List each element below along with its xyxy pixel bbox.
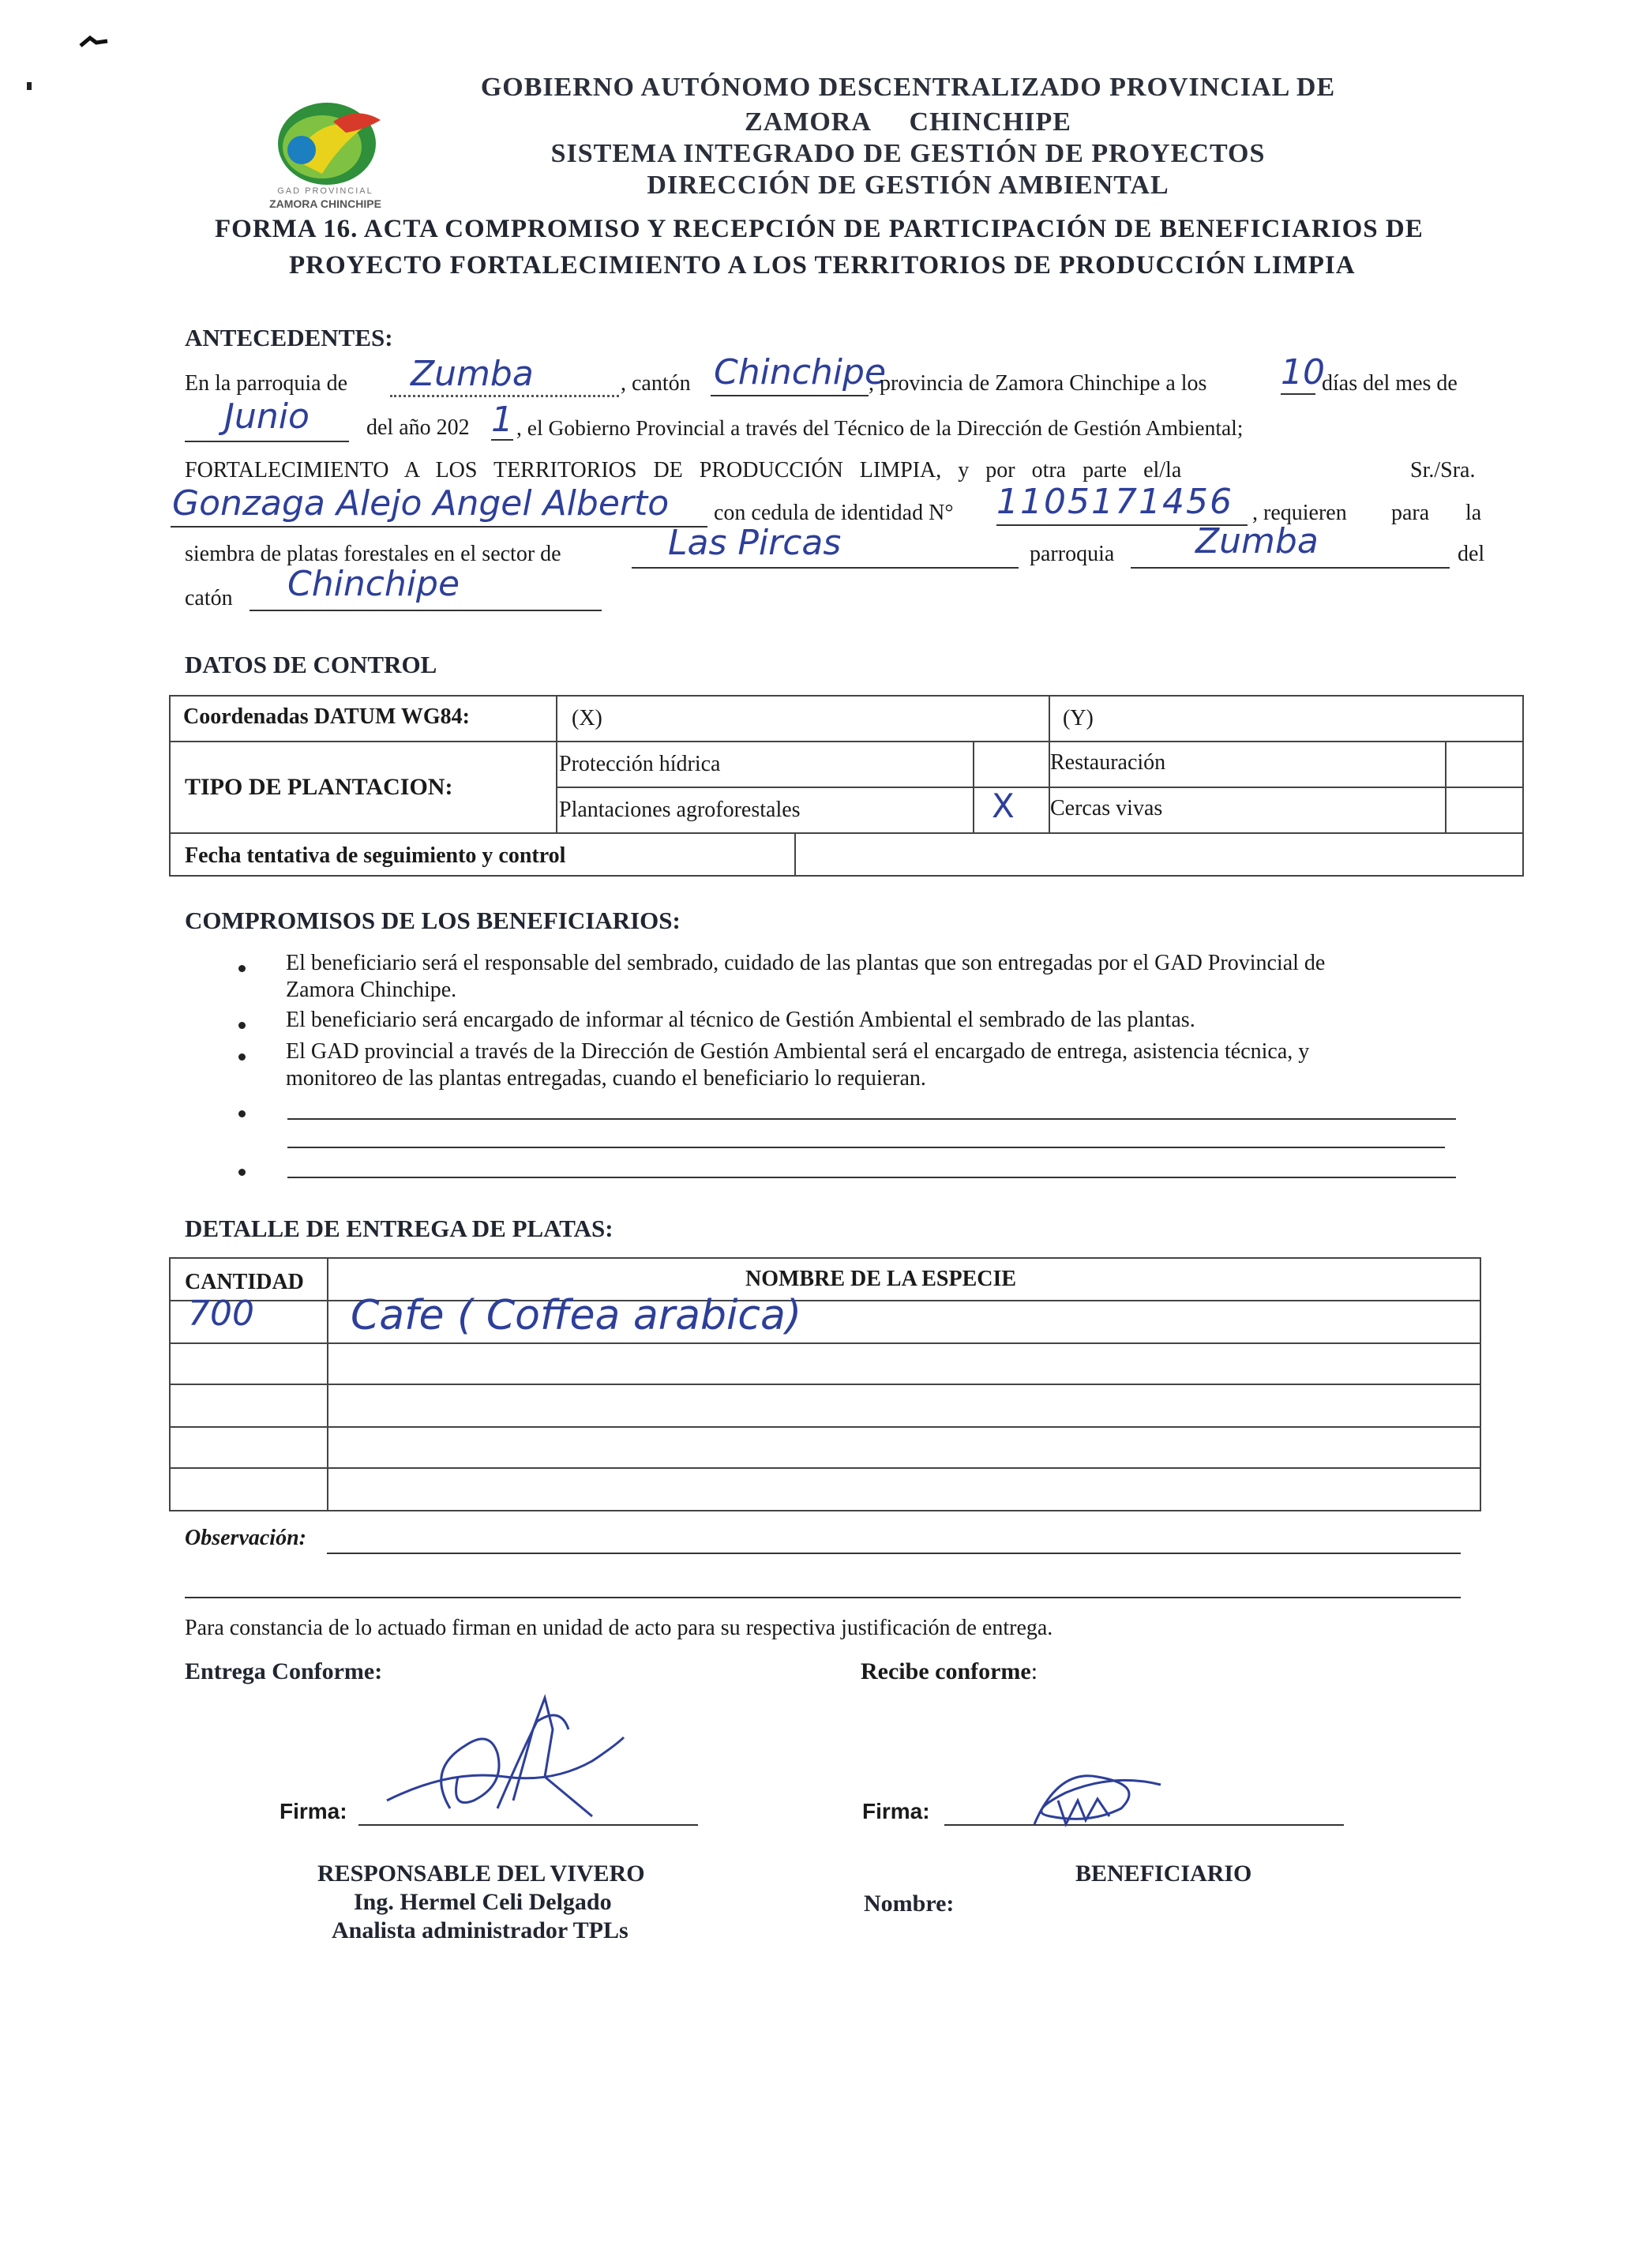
control-row-line-2 [556, 787, 1524, 788]
bullet-4 [238, 1110, 246, 1117]
entrega-conforme-label: Entrega Conforme: [185, 1658, 383, 1684]
observacion-line-2 [185, 1597, 1461, 1598]
beneficiario-label: BENEFICIARIO [1075, 1861, 1252, 1887]
form-title-line-1: FORMA 16. ACTA COMPROMISO Y RECEPCIÓN DE PARTICIPACIÓN DE BENEFICIARIOS DE [215, 215, 1424, 243]
ant-p1-a: En la parroquia de [185, 371, 348, 396]
mes-field-line [185, 441, 349, 442]
dias-field-line [1281, 393, 1315, 395]
parroquia-field-line [390, 395, 619, 397]
row1-especie-handwritten: Cafe ( Coffea arabica) [351, 1292, 802, 1339]
header-line-1: GOBIERNO AUTÓNOMO DESCENTRALIZADO PROVINCIAL DE [480, 73, 1336, 102]
row1-cantidad-handwritten: 700 [188, 1294, 254, 1334]
option-proteccion-hidrica: Protección hídrica [559, 752, 721, 776]
constancia-text: Para constancia de lo actuado firman en unidad de acto para su respectiva justificación de entrega. [185, 1616, 1053, 1640]
ant-p5-a: siembra de platas forestales en el sector de [185, 542, 561, 566]
option-cercas-vivas: Cercas vivas [1050, 796, 1163, 820]
control-col-line-4 [1445, 741, 1447, 832]
bullet-2 [238, 1022, 246, 1029]
datos-control-heading: DATOS DE CONTROL [185, 651, 437, 678]
sector-field-line [632, 567, 1019, 569]
ant-p4-c: para [1391, 501, 1430, 525]
left-signature [355, 1682, 671, 1840]
cantidad-header: CANTIDAD [185, 1270, 304, 1294]
logo-text-1: GAD PROVINCIAL [277, 186, 373, 196]
parroquia2-handwritten: Zumba [1195, 521, 1319, 561]
entrega-row-line-5 [169, 1467, 1481, 1469]
parroquia2-field-line [1131, 567, 1450, 569]
bullet-5 [238, 1169, 246, 1176]
bullet-3 [238, 1053, 246, 1061]
ant-p6-a: catón [185, 586, 233, 610]
ant-p5-b: parroquia [1030, 542, 1115, 566]
responsable-cargo: Analista administrador TPLs [332, 1917, 629, 1943]
bullet-1 [238, 965, 246, 972]
compromiso-blank-line-2 [287, 1147, 1445, 1148]
canton-field-line [711, 395, 869, 396]
gad-logo [246, 98, 404, 216]
compromiso-3-line-1: El GAD provincial a través de la Dirección de Gestión Ambiental será el encargado de entrega, asistencia técnica, y [286, 1039, 1310, 1064]
header-line-4: DIRECCIÓN DE GESTIÓN AMBIENTAL [647, 171, 1169, 200]
control-row-line-1 [169, 741, 1524, 742]
entrega-heading: DETALLE DE ENTREGA DE PLATAS: [185, 1215, 614, 1242]
anio-handwritten: 1 [491, 400, 513, 440]
sector-handwritten: Las Pircas [668, 523, 842, 563]
ant-p1-d: días del mes de [1322, 371, 1458, 396]
right-signature [1003, 1737, 1192, 1848]
compromiso-blank-line-3 [287, 1177, 1456, 1178]
entrega-row-line-2 [169, 1342, 1481, 1344]
canton2-handwritten: Chinchipe [287, 564, 460, 604]
dias-handwritten: 10 [1281, 352, 1325, 392]
entrega-row-line-3 [169, 1384, 1481, 1385]
canton2-field-line [250, 610, 602, 611]
option-restauracion: Restauración [1050, 750, 1166, 775]
option-plantaciones-agroforestales: Plantaciones agroforestales [559, 798, 801, 822]
control-row-line-3 [169, 832, 1524, 834]
ant-p3-b: Sr./Sra. [1410, 458, 1476, 483]
form-title-line-2: PROYECTO FORTALECIMIENTO A LOS TERRITORIOS DE PRODUCCIÓN LIMPIA [289, 251, 1356, 280]
firma-right-label: Firma: [862, 1799, 930, 1823]
scan-dot [27, 82, 32, 90]
fecha-label-d: control [498, 843, 566, 868]
fecha-label-c: y [482, 843, 493, 868]
gad-logo-icon [246, 98, 404, 193]
ant-p4-b: , requieren [1252, 501, 1347, 525]
responsable-vivero-label: RESPONSABLE DEL VIVERO [317, 1861, 645, 1887]
responsable-nombre: Ing. Hermel Celi Delgado [354, 1889, 612, 1915]
nombre-field-line [171, 526, 707, 528]
agroforestales-checkmark: X [992, 787, 1015, 825]
y-label: (Y) [1063, 706, 1094, 730]
ant-p4-d: la [1465, 501, 1482, 525]
control-col-line-5 [794, 832, 796, 877]
ant-p1-b: , cantón [621, 371, 691, 396]
parroquia-handwritten: Zumba [411, 354, 534, 394]
fecha-seguimiento-label [185, 843, 565, 869]
header-line-2: ZAMORA CHINCHIPE [745, 107, 1071, 137]
observacion-line-1 [327, 1553, 1461, 1554]
cedula-handwritten: 1105171456 [996, 482, 1233, 522]
header-line-3: SISTEMA INTEGRADO DE GESTIÓN DE PROYECTOS [550, 139, 1266, 168]
fecha-label-a: Fecha tentativa de [185, 843, 358, 868]
control-col-line-1 [556, 695, 557, 832]
recibe-conforme-label: Recibe conforme: [861, 1658, 1038, 1684]
canton-handwritten: Chinchipe [714, 352, 887, 392]
compromisos-heading: COMPROMISOS DE LOS BENEFICIARIOS: [185, 907, 681, 934]
ant-p2-b: , el Gobierno Provincial a través del Técnico de la Dirección de Gestión Ambiental; [516, 415, 1244, 440]
antecedentes-heading: ANTECEDENTES: [185, 324, 393, 351]
ant-p1-c: , provincia de Zamora Chinchipe a los [869, 371, 1207, 396]
ant-p5-c: del [1458, 542, 1485, 566]
observacion-label: Observación: [185, 1526, 306, 1550]
scan-mark [79, 35, 111, 49]
compromiso-blank-line-1 [287, 1118, 1456, 1120]
compromiso-3-line-2: monitoreo de las plantas entregadas, cuando el beneficiario lo requieran. [286, 1066, 926, 1091]
x-label: (X) [572, 706, 602, 730]
coord-label: Coordenadas DATUM WG84: [183, 704, 470, 729]
ant-p2-a: del año 202 [366, 415, 470, 440]
fecha-label-b: seguimiento [363, 843, 477, 868]
ant-p4-a: con cedula de identidad N° [714, 501, 954, 525]
nombre-especie-header: NOMBRE DE LA ESPECIE [745, 1267, 1017, 1291]
beneficiario-nombre-label: Nombre: [864, 1891, 955, 1917]
logo-text-2: ZAMORA CHINCHIPE [269, 197, 381, 210]
recibe-conforme-text: Recibe conforme [861, 1658, 1031, 1684]
tipo-plantacion-label: TIPO DE PLANTACION: [185, 774, 453, 800]
compromiso-1-line-2: Zamora Chinchipe. [286, 978, 457, 1002]
firma-left-label: Firma: [280, 1799, 347, 1823]
control-col-line-3 [973, 741, 974, 832]
nombre-handwritten: Gonzaga Alejo Angel Alberto [172, 483, 670, 524]
entrega-row-line-4 [169, 1426, 1481, 1428]
observacion-label-text: Observación [185, 1526, 299, 1550]
compromiso-1-line-1: El beneficiario será el responsable del sembrado, cuidado de las plantas que son entregadas por el GAD Provincial de [286, 951, 1326, 975]
ant-p3: FORTALECIMIENTO A LOS TERRITORIOS DE PRODUCCIÓN LIMPIA, y por otra parte el/la [185, 458, 1182, 483]
compromiso-2: El beneficiario será encargado de informar al técnico de Gestión Ambiental el sembrado de las plantas. [286, 1008, 1195, 1032]
mes-handwritten: Junio [224, 396, 310, 437]
